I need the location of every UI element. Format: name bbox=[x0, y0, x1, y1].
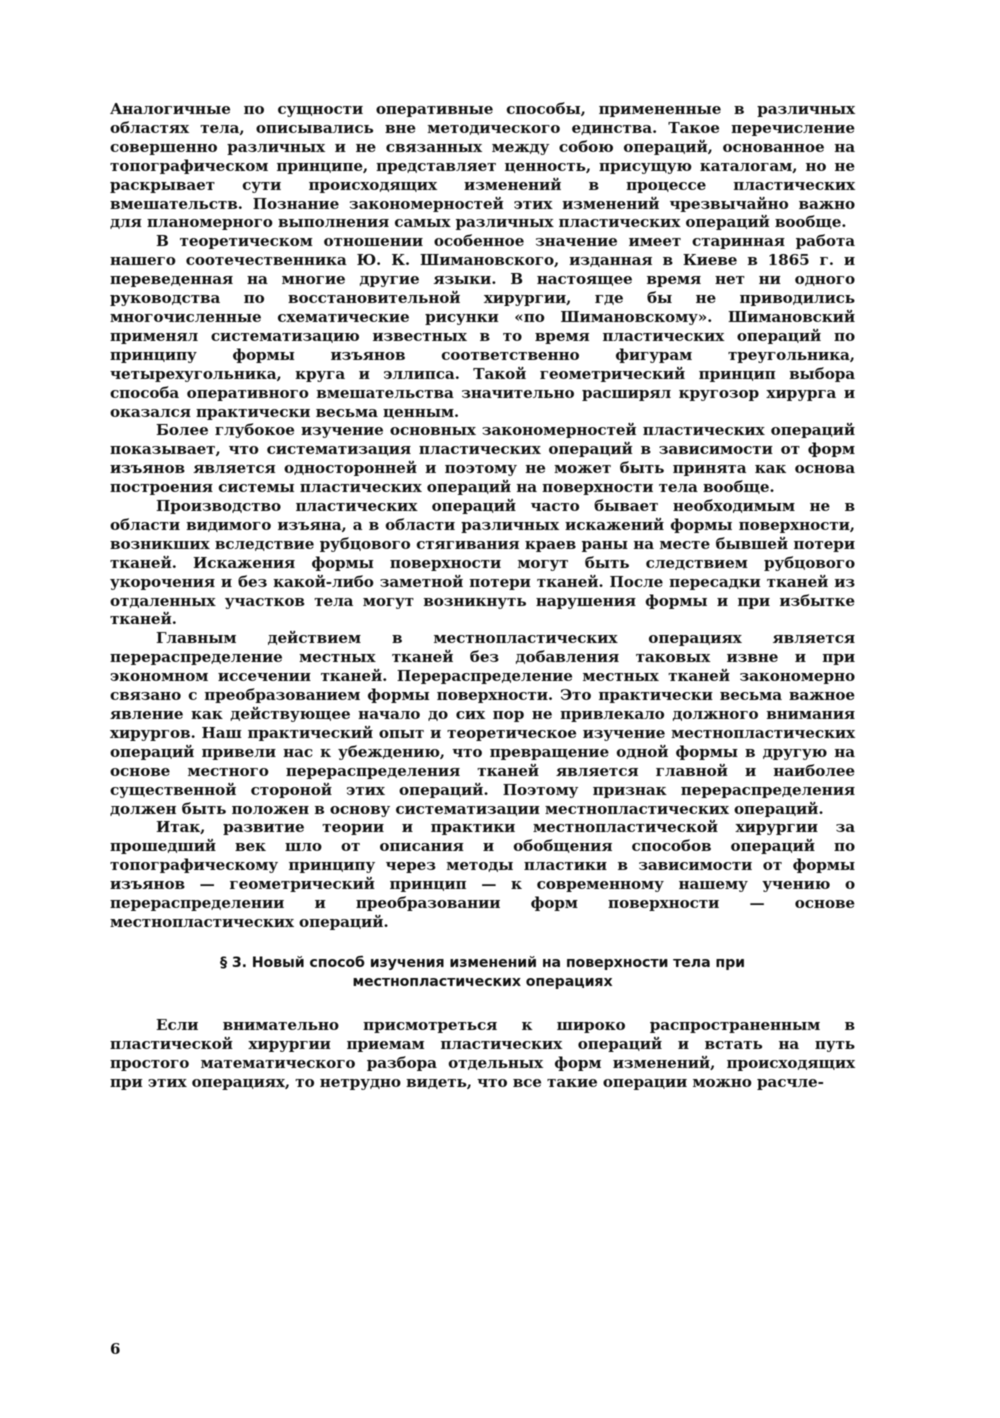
paragraph-4: Производство пластических операций часто бывает необходимым не в области видимого изъяна, а в области различных искажений формы поверхности, возникших вследствие рубцового стягивания краев раны на месте бывшей потери тканей. Искажения формы поверхности могут быть следствием рубцового укорочения и без какой-либо заметной потери тканей. После пересадки тканей из отдаленных участков тела могут возникнуть нарушения формы и при избытке тканей. bbox=[110, 497, 855, 629]
document-page bbox=[110, 100, 855, 1092]
section-heading: § 3. Новый способ изучения изменений на поверхности тела при местнопластических операциях bbox=[219, 954, 746, 990]
paragraph-1: Аналогичные по сущности оперативные способы, примененные в различных областях тела, описывались вне методического единства. Такое перечисление совершенно различных и не связанных между собою операций, основанное на топографическом принципе, представляет ценность, присущую каталогам, но не раскрывает сути происходящих изменений в процессе пластических вмешательств. Познание закономерностей этих изменений чрезвычайно важно для планомерного выполнения самых различных пластических операций вообще. bbox=[110, 100, 855, 232]
paragraph-7: Если внимательно присмотреться к широко распространенным в пластической хирургии приемам пластических операций и встать на путь простого математического разбора отдельных форм изменений, происходящих при этих операциях, то нетрудно видеть, что все такие операции можно расчле- bbox=[110, 1015, 855, 1091]
paragraph-6: Итак, развитие теории и практики местнопластической хирургии за прошедший век шло от описания и обобщения способов операций по топографическому принципу через методы пластики в зависимости от формы изъянов — геометрический принцип — к современному нашему учению о перераспределении и преобразовании форм поверхности — основе местнопластических операций. bbox=[110, 818, 855, 931]
page-number: 6 bbox=[110, 1340, 121, 1358]
paragraph-3: Более глубокое изучение основных закономерностей пластических операций показывает, что систематизация пластических операций в зависимости от форм изъянов является односторонней и поэтому не может быть принята как основа построения системы пластических операций на поверхности тела вообще. bbox=[110, 421, 855, 497]
paragraph-2: В теоретическом отношении особенное значение имеет старинная работа нашего соотечественника Ю. К. Шимановского, изданная в Киеве в 1865 г. и переведенная на многие другие языки. В настоящее время нет ни одного руководства по восстановительной хирургии, где бы не приводились многочисленные схематические рисунки «по Шимановскому». Шимановский применял систематизацию известных в то время пластических операций по принципу формы изъянов соответственно фигурам треугольника, четырехугольника, круга и эллипса. Такой геометрический принцип выбора способа оперативного вмешательства значительно расширял кругозор хирурга и оказался практически весьма ценным. bbox=[110, 232, 855, 421]
paragraph-5: Главным действием в местнопластических операциях является перераспределение местных тканей без добавления таковых извне и при экономном иссечении тканей. Перераспределение местных тканей закономерно связано с преобразованием формы поверхности. Это практически весьма важное явление как действующее начало до сих пор не привлекало должного внимания хирургов. Наш практический опыт и теоретическое изучение местнопластических операций привели нас к убеждению, что превращение одной формы в другую на основе местного перераспределения тканей является главной и наиболее существенной стороной этих операций. Поэтому признак перераспределения должен быть положен в основу систематизации местнопластических операций. bbox=[110, 629, 855, 818]
